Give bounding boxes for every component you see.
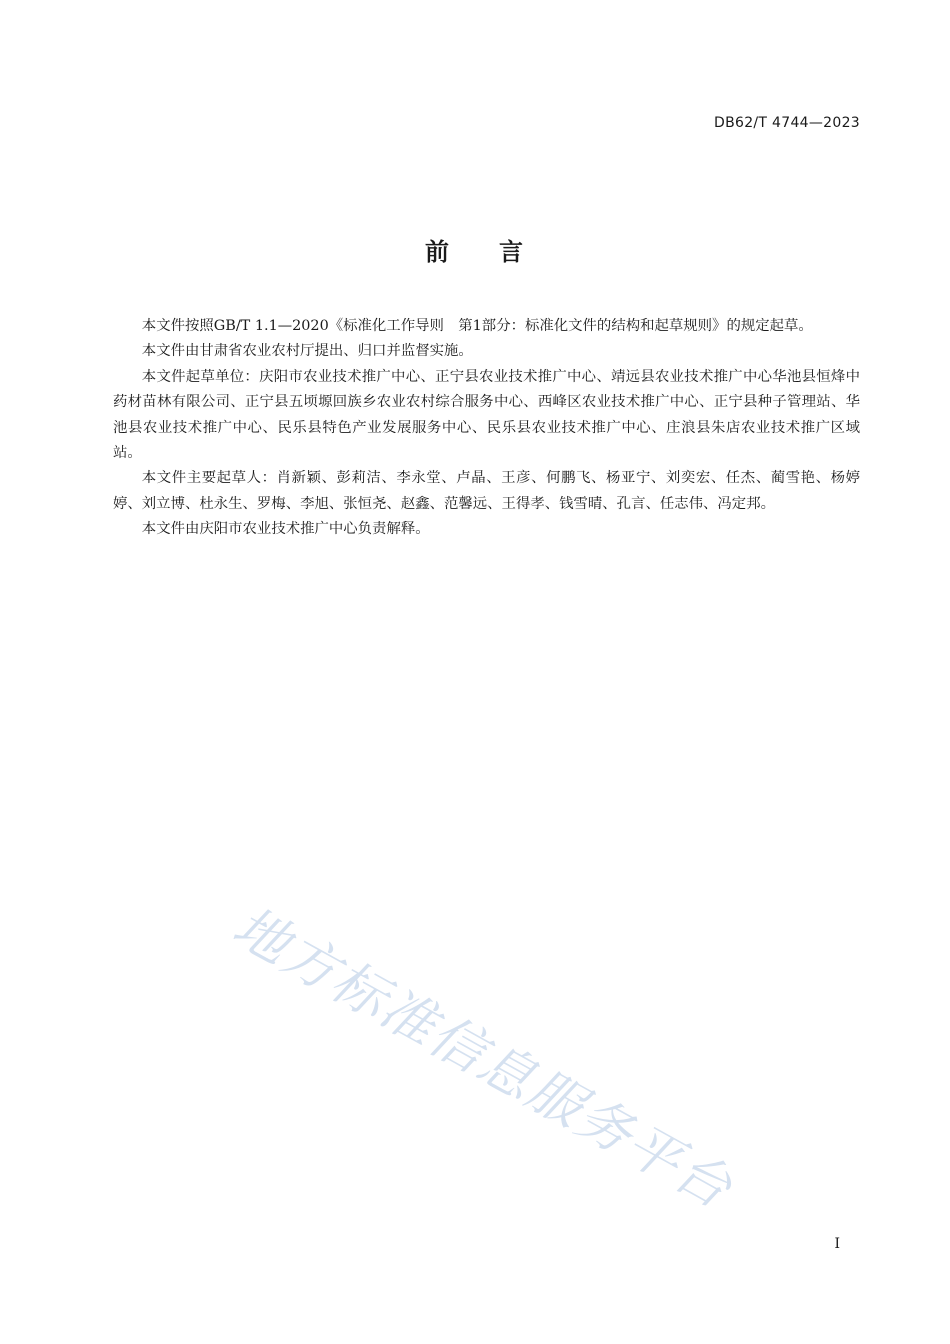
paragraph-drafters: 本文件主要起草人：肖新颖、彭莉洁、李永堂、卢晶、王彦、何鹏飞、杨亚宁、刘奕宏、任杰、蔺雪艳、杨婷婷、刘立博、杜永生、罗梅、李旭、张恒尧、赵鑫、范馨远、王得孝、钱雪晴、孔言、任志伟、冯定邦。 <box>113 470 860 512</box>
paragraph-drafting-rules: 本文件按照GB/T 1.1—2020《标准化工作导则 第1部分：标准化文件的结构和起草规则》的规定起草。 <box>141 318 813 334</box>
foreword-body <box>113 314 860 543</box>
title-char-2: 言 <box>499 238 525 266</box>
paragraph-interpretation: 本文件由庆阳市农业技术推广中心负责解释。 <box>141 521 430 538</box>
page-number: I <box>834 1236 840 1252</box>
paragraph-drafting-units: 本文件起草单位：庆阳市农业技术推广中心、正宁县农业技术推广中心、靖远县农业技术推广中心华池县恒烽中药材苗林有限公司、正宁县五顷塬回族乡农业农村综合服务中心、西峰区农业技术推广中心、正宁县种子管理站、华池县农业技术推广中心、民乐县特色产业发展服务中心、民乐县农业技术推广中心、庄浪县朱店农业技术推广区域站。 <box>113 368 860 462</box>
watermark: 地方标准信息服务平台 <box>222 894 744 1222</box>
title-char-1: 前 <box>425 238 451 266</box>
document-code: DB62/T 4744—2023 <box>714 115 860 131</box>
page-title <box>0 232 950 267</box>
paragraph-proposer: 本文件由甘肃省农业农村厅提出、归口并监督实施。 <box>141 343 473 360</box>
